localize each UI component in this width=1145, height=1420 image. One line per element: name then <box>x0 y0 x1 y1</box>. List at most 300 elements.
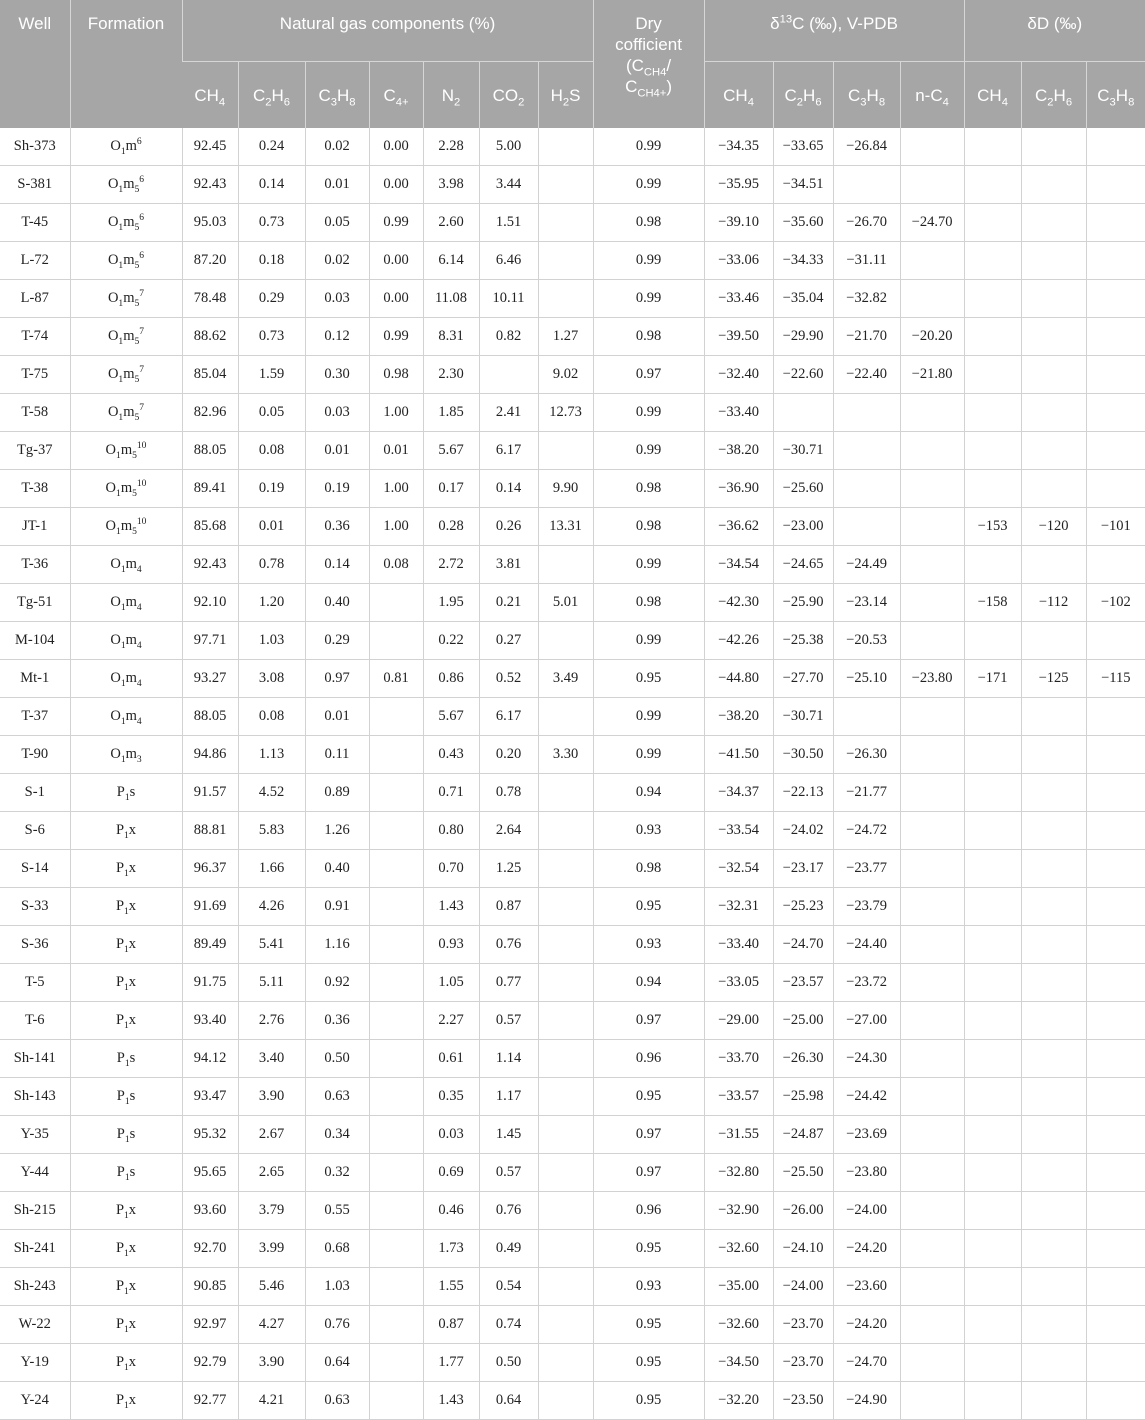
data-cell: 4.21 <box>238 1382 305 1420</box>
data-cell: 2.65 <box>238 1154 305 1192</box>
data-cell: 6.17 <box>479 698 538 736</box>
data-cell <box>369 1040 423 1078</box>
data-cell: 3.81 <box>479 546 538 584</box>
data-cell: −26.84 <box>833 128 900 166</box>
data-cell: 0.86 <box>423 660 479 698</box>
data-cell: 1.14 <box>479 1040 538 1078</box>
data-cell: 3.44 <box>479 166 538 204</box>
data-cell: −42.30 <box>704 584 773 622</box>
data-cell <box>1086 1306 1145 1344</box>
data-cell <box>1086 166 1145 204</box>
data-cell: −24.02 <box>773 812 833 850</box>
data-cell: −36.62 <box>704 508 773 546</box>
data-cell: 0.40 <box>305 850 369 888</box>
data-cell: −32.54 <box>704 850 773 888</box>
data-cell: 0.71 <box>423 774 479 812</box>
table-row <box>0 964 1145 1002</box>
data-cell: −24.72 <box>833 812 900 850</box>
well-cell: M-104 <box>0 622 70 660</box>
formation-cell: $P_1s$ <box>70 774 182 812</box>
formation-cell: $O_1m_5^6$ <box>70 166 182 204</box>
data-cell: 0.99 <box>593 394 704 432</box>
data-cell: 1.55 <box>423 1268 479 1306</box>
data-cell: 0.18 <box>238 242 305 280</box>
data-cell: 0.98 <box>369 356 423 394</box>
data-cell: 95.32 <box>182 1116 238 1154</box>
formation-cell: $O_1m_5^{10}$ <box>70 432 182 470</box>
data-cell: 5.83 <box>238 812 305 850</box>
well-cell: Mt-1 <box>0 660 70 698</box>
data-cell: −24.70 <box>900 204 964 242</box>
data-cell: 0.96 <box>593 1192 704 1230</box>
data-cell <box>369 622 423 660</box>
data-cell <box>900 1268 964 1306</box>
data-cell <box>773 394 833 432</box>
data-cell: −22.40 <box>833 356 900 394</box>
data-cell: 0.01 <box>305 698 369 736</box>
table-row <box>0 204 1145 242</box>
data-cell <box>833 432 900 470</box>
data-cell: −32.60 <box>704 1230 773 1268</box>
data-cell: −23.77 <box>833 850 900 888</box>
data-cell: 1.00 <box>369 508 423 546</box>
data-cell <box>1021 356 1086 394</box>
well-cell: JT-1 <box>0 508 70 546</box>
data-cell: 1.45 <box>479 1116 538 1154</box>
header-carbon-isotope: $\delta^{13}C$ (‰), V-PDB <box>704 0 964 62</box>
data-cell: 1.17 <box>479 1078 538 1116</box>
formation-cell: $P_1x$ <box>70 812 182 850</box>
data-cell <box>964 812 1021 850</box>
data-cell <box>900 1002 964 1040</box>
data-cell: −32.60 <box>704 1306 773 1344</box>
data-cell: 0.22 <box>423 622 479 660</box>
data-cell: 0.63 <box>305 1382 369 1420</box>
data-cell <box>1086 318 1145 356</box>
data-cell: 0.14 <box>479 470 538 508</box>
column-header-3: $C_{4+}$ <box>369 62 423 129</box>
data-cell: −25.38 <box>773 622 833 660</box>
table-row <box>0 128 1145 166</box>
data-cell: 0.11 <box>305 736 369 774</box>
data-cell <box>1021 888 1086 926</box>
data-cell <box>900 1078 964 1116</box>
data-cell <box>900 546 964 584</box>
data-cell <box>369 1268 423 1306</box>
column-header-0: $CH_4$ <box>182 62 238 129</box>
data-cell: 88.05 <box>182 698 238 736</box>
data-cell <box>1021 698 1086 736</box>
data-cell: −22.13 <box>773 774 833 812</box>
data-cell <box>900 774 964 812</box>
data-cell: 0.98 <box>593 850 704 888</box>
data-cell <box>900 698 964 736</box>
data-cell <box>964 1002 1021 1040</box>
formation-cell: $O_1m_5^7$ <box>70 318 182 356</box>
column-header-4: $N_2$ <box>423 62 479 129</box>
data-cell: 1.43 <box>423 1382 479 1420</box>
data-cell: 93.40 <box>182 1002 238 1040</box>
table-row <box>0 356 1145 394</box>
data-cell: 5.41 <box>238 926 305 964</box>
data-cell <box>900 432 964 470</box>
table-row <box>0 166 1145 204</box>
data-cell: −24.40 <box>833 926 900 964</box>
data-cell: −21.77 <box>833 774 900 812</box>
data-cell: 0.00 <box>369 166 423 204</box>
data-cell: −21.70 <box>833 318 900 356</box>
data-cell: −35.00 <box>704 1268 773 1306</box>
data-cell <box>1086 1268 1145 1306</box>
data-cell: 92.79 <box>182 1344 238 1382</box>
data-cell: 2.28 <box>423 128 479 166</box>
data-cell <box>1021 1382 1086 1420</box>
data-cell: 88.05 <box>182 432 238 470</box>
data-cell: −44.80 <box>704 660 773 698</box>
formation-cell: $O_1m_4$ <box>70 546 182 584</box>
data-cell <box>369 850 423 888</box>
data-cell <box>1021 1268 1086 1306</box>
data-cell <box>369 1306 423 1344</box>
formation-cell: $O_1m_5^7$ <box>70 280 182 318</box>
data-cell: 78.48 <box>182 280 238 318</box>
data-cell <box>538 964 593 1002</box>
data-cell <box>833 166 900 204</box>
column-header-11: $CH_4$ <box>964 62 1021 129</box>
well-cell: T-45 <box>0 204 70 242</box>
data-cell <box>900 926 964 964</box>
data-cell <box>833 470 900 508</box>
data-cell: 0.05 <box>238 394 305 432</box>
data-cell: 0.26 <box>479 508 538 546</box>
data-cell: 0.94 <box>593 774 704 812</box>
data-cell <box>1086 926 1145 964</box>
formation-cell: $O_1m_4$ <box>70 698 182 736</box>
data-cell <box>900 394 964 432</box>
data-cell: 0.03 <box>423 1116 479 1154</box>
data-cell: 4.26 <box>238 888 305 926</box>
table-row <box>0 1078 1145 1116</box>
well-cell: Sh-215 <box>0 1192 70 1230</box>
data-cell: 0.01 <box>369 432 423 470</box>
data-cell <box>1021 242 1086 280</box>
data-cell: −22.60 <box>773 356 833 394</box>
data-cell: 0.97 <box>593 1116 704 1154</box>
data-cell: 93.47 <box>182 1078 238 1116</box>
data-cell <box>964 394 1021 432</box>
data-cell: 5.67 <box>423 698 479 736</box>
data-cell: −26.30 <box>773 1040 833 1078</box>
data-cell <box>538 1382 593 1420</box>
data-cell: 0.40 <box>305 584 369 622</box>
data-cell <box>964 850 1021 888</box>
data-cell: −23.17 <box>773 850 833 888</box>
data-cell: 0.70 <box>423 850 479 888</box>
data-cell <box>900 280 964 318</box>
data-cell: 0.52 <box>479 660 538 698</box>
data-cell: 0.49 <box>479 1230 538 1268</box>
formation-cell: $P_1x$ <box>70 850 182 888</box>
data-cell: 0.98 <box>593 470 704 508</box>
data-cell <box>369 964 423 1002</box>
data-cell: −34.37 <box>704 774 773 812</box>
data-cell <box>964 964 1021 1002</box>
data-cell: 0.99 <box>593 280 704 318</box>
well-cell: L-72 <box>0 242 70 280</box>
data-cell: −34.50 <box>704 1344 773 1382</box>
data-cell <box>369 774 423 812</box>
well-cell: S-381 <box>0 166 70 204</box>
table-row <box>0 546 1145 584</box>
data-cell <box>964 280 1021 318</box>
data-cell <box>964 1344 1021 1382</box>
data-cell: 0.87 <box>423 1306 479 1344</box>
data-cell: −35.95 <box>704 166 773 204</box>
data-cell: 0.95 <box>593 1344 704 1382</box>
data-cell: 94.86 <box>182 736 238 774</box>
data-cell <box>1086 1116 1145 1154</box>
data-cell <box>964 1078 1021 1116</box>
data-cell: 3.90 <box>238 1078 305 1116</box>
data-cell: 0.54 <box>479 1268 538 1306</box>
data-cell: −35.60 <box>773 204 833 242</box>
data-cell: 0.73 <box>238 204 305 242</box>
data-cell: 13.31 <box>538 508 593 546</box>
table-row <box>0 1382 1145 1420</box>
data-cell: 0.99 <box>593 242 704 280</box>
data-cell: 0.00 <box>369 242 423 280</box>
data-cell: 0.76 <box>305 1306 369 1344</box>
data-cell: 0.00 <box>369 128 423 166</box>
formation-cell: $O_1m^6$ <box>70 128 182 166</box>
data-cell: 1.27 <box>538 318 593 356</box>
data-cell: 0.99 <box>593 736 704 774</box>
formation-cell: $O_1m_5^6$ <box>70 204 182 242</box>
data-cell: −33.40 <box>704 926 773 964</box>
data-cell: 0.57 <box>479 1002 538 1040</box>
data-cell <box>369 1344 423 1382</box>
data-cell: −23.80 <box>833 1154 900 1192</box>
data-cell: 97.71 <box>182 622 238 660</box>
well-cell: W-22 <box>0 1306 70 1344</box>
column-header-7: $CH_4$ <box>704 62 773 129</box>
data-cell: 0.98 <box>593 508 704 546</box>
header-dry-coefficient: Dry cofficient ($C_{CH4}/$ $C_{CH4+}$) <box>593 0 704 128</box>
data-cell <box>964 698 1021 736</box>
data-cell: −153 <box>964 508 1021 546</box>
data-cell: 0.17 <box>423 470 479 508</box>
table-row <box>0 508 1145 546</box>
data-cell: 1.73 <box>423 1230 479 1268</box>
table-row <box>0 1116 1145 1154</box>
data-cell: −34.33 <box>773 242 833 280</box>
data-cell: −33.05 <box>704 964 773 1002</box>
data-cell: 0.78 <box>479 774 538 812</box>
data-cell: 1.00 <box>369 394 423 432</box>
well-cell: T-74 <box>0 318 70 356</box>
data-cell <box>833 394 900 432</box>
data-cell: −24.65 <box>773 546 833 584</box>
data-cell: 85.68 <box>182 508 238 546</box>
data-cell: 0.99 <box>593 166 704 204</box>
data-cell <box>369 1382 423 1420</box>
formation-cell: $O_1m_5^{10}$ <box>70 470 182 508</box>
formation-cell: $O_1m_4$ <box>70 660 182 698</box>
data-cell: −34.51 <box>773 166 833 204</box>
well-cell: T-6 <box>0 1002 70 1040</box>
data-cell: 92.70 <box>182 1230 238 1268</box>
well-cell: Tg-51 <box>0 584 70 622</box>
data-cell <box>538 926 593 964</box>
data-cell: 1.95 <box>423 584 479 622</box>
data-cell <box>369 1078 423 1116</box>
data-cell <box>538 888 593 926</box>
table-row <box>0 1154 1145 1192</box>
data-cell: 3.79 <box>238 1192 305 1230</box>
data-cell: 3.49 <box>538 660 593 698</box>
data-cell: 0.34 <box>305 1116 369 1154</box>
data-cell <box>369 1002 423 1040</box>
data-cell: 5.46 <box>238 1268 305 1306</box>
data-cell: 0.95 <box>593 1230 704 1268</box>
data-cell <box>964 1306 1021 1344</box>
formation-cell: $P_1x$ <box>70 964 182 1002</box>
data-cell <box>964 128 1021 166</box>
data-cell: −23.60 <box>833 1268 900 1306</box>
data-cell: 0.50 <box>305 1040 369 1078</box>
table-row <box>0 470 1145 508</box>
data-cell <box>964 1040 1021 1078</box>
data-cell <box>1086 1154 1145 1192</box>
data-cell: −25.10 <box>833 660 900 698</box>
formation-cell: $P_1x$ <box>70 1002 182 1040</box>
data-cell <box>900 736 964 774</box>
data-cell <box>1021 546 1086 584</box>
data-cell: −101 <box>1086 508 1145 546</box>
data-cell <box>538 280 593 318</box>
data-cell: −30.71 <box>773 432 833 470</box>
data-cell: 12.73 <box>538 394 593 432</box>
data-cell <box>900 584 964 622</box>
data-cell: 0.95 <box>593 1306 704 1344</box>
data-cell <box>833 508 900 546</box>
data-cell: 0.97 <box>593 356 704 394</box>
data-cell: 1.13 <box>238 736 305 774</box>
table-row <box>0 584 1145 622</box>
data-cell: 0.46 <box>423 1192 479 1230</box>
table-row <box>0 850 1145 888</box>
data-cell: 6.46 <box>479 242 538 280</box>
data-cell: 1.20 <box>238 584 305 622</box>
table-row <box>0 280 1145 318</box>
data-cell <box>369 926 423 964</box>
data-cell <box>538 1154 593 1192</box>
data-cell: 0.35 <box>423 1078 479 1116</box>
data-cell <box>1086 432 1145 470</box>
data-cell: 6.17 <box>479 432 538 470</box>
data-cell: 0.74 <box>479 1306 538 1344</box>
table-row <box>0 432 1145 470</box>
data-cell <box>1086 622 1145 660</box>
data-cell: −23.79 <box>833 888 900 926</box>
formation-cell: $O_1m_5^{10}$ <box>70 508 182 546</box>
data-cell: 4.52 <box>238 774 305 812</box>
data-cell: 2.76 <box>238 1002 305 1040</box>
well-cell: Y-35 <box>0 1116 70 1154</box>
data-cell: −30.71 <box>773 698 833 736</box>
formation-cell: $O_1m_4$ <box>70 584 182 622</box>
column-header-8: $C_2H_6$ <box>773 62 833 129</box>
data-cell <box>1021 736 1086 774</box>
data-cell <box>1021 280 1086 318</box>
data-cell: −33.46 <box>704 280 773 318</box>
data-cell: −24.87 <box>773 1116 833 1154</box>
table-row <box>0 394 1145 432</box>
table-row <box>0 242 1145 280</box>
data-cell <box>1021 432 1086 470</box>
data-cell: 0.01 <box>305 166 369 204</box>
data-cell <box>1086 1002 1145 1040</box>
column-header-6: $H_2S$ <box>538 62 593 129</box>
table-row <box>0 774 1145 812</box>
data-cell: 0.99 <box>593 432 704 470</box>
data-cell: 92.77 <box>182 1382 238 1420</box>
column-header-1: $C_2H_6$ <box>238 62 305 129</box>
data-cell: 10.11 <box>479 280 538 318</box>
formation-cell: $P_1x$ <box>70 1192 182 1230</box>
data-cell <box>900 242 964 280</box>
data-cell: 0.95 <box>593 1382 704 1420</box>
data-cell: −24.20 <box>833 1306 900 1344</box>
data-cell <box>964 356 1021 394</box>
table-row <box>0 1002 1145 1040</box>
data-cell: 88.81 <box>182 812 238 850</box>
table-row <box>0 318 1145 356</box>
data-cell: 3.90 <box>238 1344 305 1382</box>
data-cell <box>369 584 423 622</box>
data-cell: 0.68 <box>305 1230 369 1268</box>
data-cell: 1.26 <box>305 812 369 850</box>
formation-cell: $P_1x$ <box>70 888 182 926</box>
data-cell: 0.82 <box>479 318 538 356</box>
data-cell: −23.80 <box>900 660 964 698</box>
data-cell: −26.00 <box>773 1192 833 1230</box>
data-cell <box>369 1154 423 1192</box>
data-cell: 0.19 <box>238 470 305 508</box>
formation-cell: $P_1s$ <box>70 1040 182 1078</box>
formation-cell: $P_1x$ <box>70 1230 182 1268</box>
data-cell: 0.14 <box>238 166 305 204</box>
data-cell <box>964 204 1021 242</box>
data-cell: −23.57 <box>773 964 833 1002</box>
data-cell <box>479 356 538 394</box>
data-cell: −23.00 <box>773 508 833 546</box>
data-cell: −125 <box>1021 660 1086 698</box>
data-cell: 1.03 <box>238 622 305 660</box>
well-cell: Y-24 <box>0 1382 70 1420</box>
data-cell <box>1086 812 1145 850</box>
data-cell: 0.94 <box>593 964 704 1002</box>
data-cell: 0.96 <box>593 1040 704 1078</box>
data-cell: 0.02 <box>305 242 369 280</box>
data-cell: −27.70 <box>773 660 833 698</box>
data-cell: 0.32 <box>305 1154 369 1192</box>
table-row <box>0 926 1145 964</box>
data-cell: −24.90 <box>833 1382 900 1420</box>
data-cell <box>964 774 1021 812</box>
data-cell: 0.97 <box>593 1002 704 1040</box>
data-cell <box>369 1192 423 1230</box>
